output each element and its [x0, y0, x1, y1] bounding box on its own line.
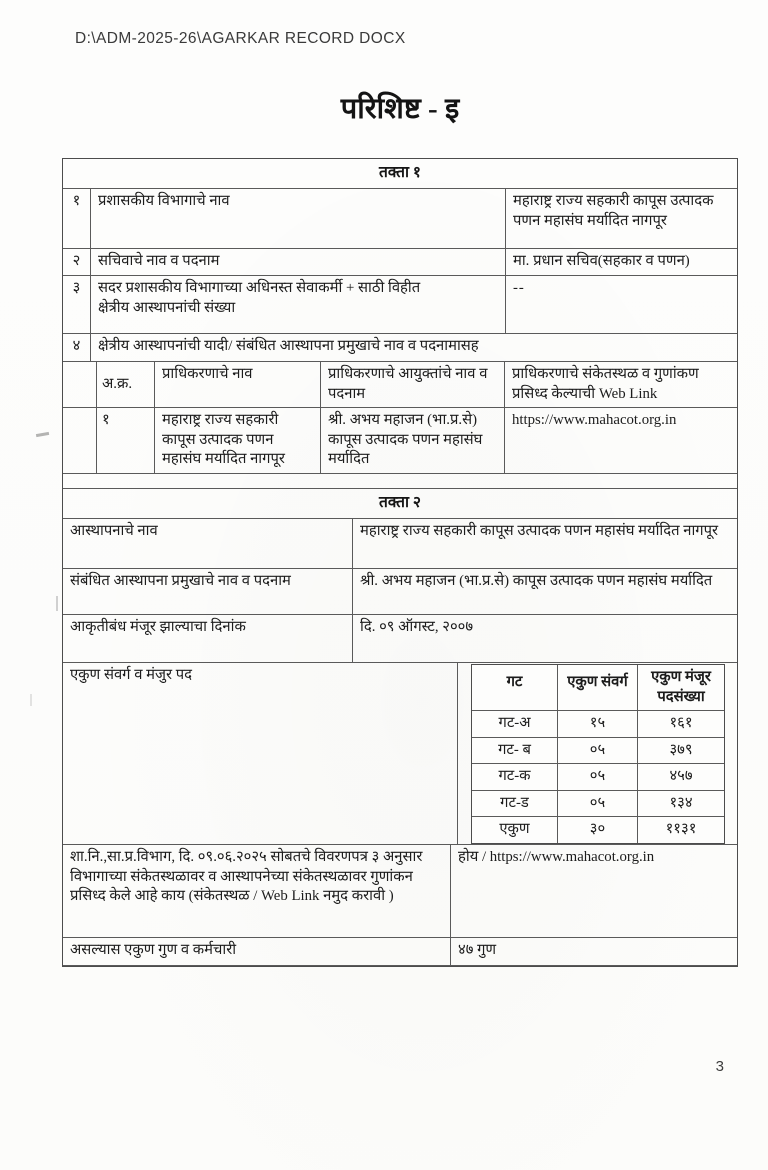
group-name: गट-ड	[472, 791, 558, 817]
row-value: ४७ गुण	[458, 942, 497, 959]
group-name: एकुण	[472, 817, 558, 843]
row-label: शा.नि.,सा.प्र.विभाग, दि. ०९.०६.२०२५ सोबतचे विवरणपत्र ३ अनुसार विभागाच्या संकेतस्थळावर व आस्थापनेच्या संकेतस्थळावर गुणांकन प्रसिध्द केले आहे काय (संकेतस्थळ / Web Link नमुद करावी )	[63, 845, 451, 937]
group-table-row	[472, 791, 724, 818]
document-file-path: D:\ADM-2025-26\AGARKAR RECORD DOCX	[75, 30, 406, 47]
row-label: क्षेत्रीय आस्थापनांची यादी/ संबंधित आस्थापना प्रमुखाचे नाव व पदनामासह	[98, 337, 479, 354]
column-header-sanctioned-posts: एकुण मंजूर पदसंख्या	[651, 669, 711, 705]
column-header-officer: प्राधिकरणाचे आयुक्तांचे नाव व पदनाम	[321, 362, 505, 407]
row-label: सदर प्रशासकीय विभागाच्या अधिनस्त सेवाकर्मी + साठी विहीत क्षेत्रीय आस्थापनांची संख्या	[98, 279, 421, 316]
group-table-total-row	[472, 817, 724, 843]
group-name: गट-क	[472, 764, 558, 790]
column-header-authority-name: प्राधिकरणाचे नाव	[155, 362, 321, 407]
cadre-count: ०५	[558, 791, 638, 817]
table-row	[63, 569, 737, 615]
authority-name: महाराष्ट्र राज्य सहकारी कापूस उत्पादक पणन महासंघ मर्यादित नागपूर	[155, 408, 321, 473]
authority-table-row	[63, 408, 737, 474]
group-table-row	[472, 764, 724, 791]
scan-artifact	[30, 694, 32, 706]
authority-officer: श्री. अभय महाजन (भा.प्र.से) कापूस उत्पादक पणन महासंघ मर्यादित	[321, 408, 505, 473]
row-label: संबंधित आस्थापना प्रमुखाचे नाव व पदनाम	[63, 569, 353, 614]
row-value: महाराष्ट्र राज्य सहकारी कापूस उत्पादक पणन महासंघ मर्यादित नागपूर	[505, 189, 737, 248]
table-row	[63, 519, 737, 569]
group-table-row	[472, 738, 724, 765]
table-row	[63, 249, 737, 276]
cadre-count: १५	[558, 711, 638, 737]
table-row	[63, 615, 737, 663]
total-marks-row	[63, 938, 737, 966]
empty-cell	[63, 362, 97, 407]
row-label: सचिवाचे नाव व पदनाम	[98, 253, 220, 270]
authority-weblink: https://www.mahacot.org.in	[512, 412, 677, 429]
page-number: 3	[715, 1058, 724, 1075]
post-count: ४५७	[669, 768, 693, 785]
column-header-weblink: प्राधिकरणाचे संकेतस्थळ व गुणांकण प्रसिध्द केल्याची Web Link	[512, 365, 699, 402]
row-value: होय / https://www.mahacot.org.in	[458, 849, 655, 866]
column-header-sr: अ.क्र.	[97, 362, 155, 407]
scan-artifact	[56, 596, 58, 611]
group-posts-table	[471, 664, 725, 844]
group-table-header-row	[472, 665, 724, 711]
row-value: --	[505, 276, 737, 333]
row-value: महाराष्ट्र राज्य सहकारी कापूस उत्पादक पणन महासंघ मर्यादित नागपूर	[360, 523, 719, 540]
row-value: मा. प्रधान सचिव(सहकार व पणन)	[505, 249, 737, 275]
row-number: २	[63, 249, 91, 275]
row-label: एकुण संवर्ग व मंजुर पद	[63, 663, 458, 844]
post-count: १६१	[669, 715, 693, 732]
post-count: ११३१	[665, 821, 697, 838]
group-name: गट-अ	[472, 711, 558, 737]
table-row	[63, 189, 737, 249]
page-title: परिशिष्ट - इ	[340, 93, 460, 125]
authority-table-header-row	[63, 362, 737, 408]
row-label: असल्यास एकुण गुण व कर्मचारी	[63, 938, 451, 965]
row-number: ४	[63, 334, 91, 361]
row-number: १	[63, 189, 91, 248]
group-table-row	[472, 711, 724, 738]
row-label: आस्थापनाचे नाव	[63, 519, 353, 568]
table-row	[63, 276, 737, 334]
table1-caption: तक्ता १	[63, 159, 737, 189]
post-count: १३४	[669, 794, 693, 811]
scan-artifact	[36, 432, 49, 437]
cadre-count: ३०	[558, 817, 638, 843]
row-label: आकृतीबंध मंजूर झाल्याचा दिनांक	[63, 615, 353, 662]
authority-sr: १	[97, 408, 155, 473]
row-value: श्री. अभय महाजन (भा.प्र.से) कापूस उत्पादक पणन महासंघ मर्यादित	[360, 573, 713, 590]
table2-caption: तक्ता २	[63, 488, 737, 519]
empty-cell	[63, 408, 97, 473]
column-header-group: गट	[472, 665, 558, 710]
blank-strip	[63, 474, 737, 488]
main-form-table	[62, 158, 738, 967]
group-name: गट- ब	[472, 738, 558, 764]
row-value: दि. ०९ ऑगस्ट, २००७	[360, 619, 474, 636]
publication-confirmation-row	[63, 845, 737, 938]
cadre-count: ०५	[558, 738, 638, 764]
post-count: ३७९	[669, 741, 693, 758]
table-row	[63, 334, 737, 362]
column-header-total-cadre: एकुण संवर्ग	[558, 665, 638, 710]
row-label: प्रशासकीय विभागाचे नाव	[98, 193, 230, 210]
row-number: ३	[63, 276, 91, 333]
cadre-count: ०५	[558, 764, 638, 790]
